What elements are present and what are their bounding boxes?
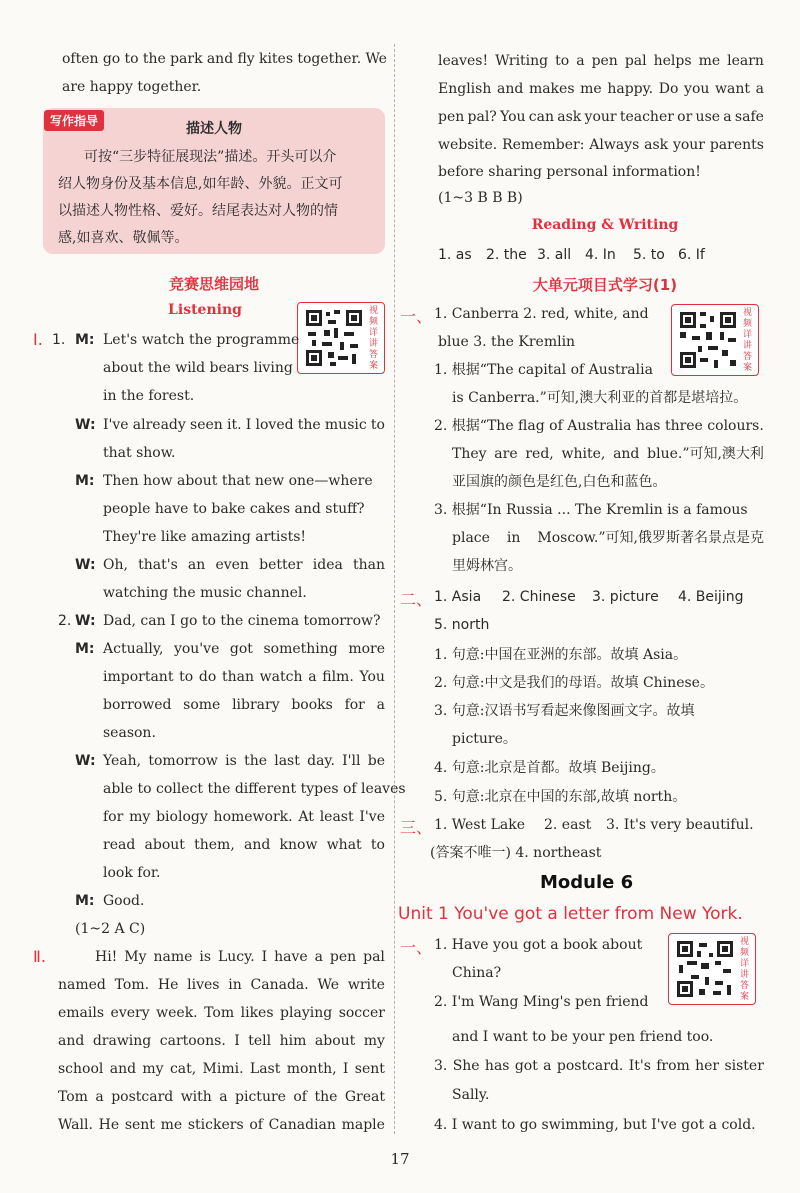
column-divider (394, 44, 395, 1134)
qr-code[interactable] (297, 302, 385, 374)
answer-line: 2. I'm Wang Ming's pen friend (434, 994, 649, 1010)
explanation-line: 1. 句意:中国在亚洲的东部。故填 Asia。 (434, 647, 688, 663)
explanation-line: picture。 (452, 731, 517, 747)
answer: 5. north (434, 617, 490, 633)
qr-pattern-icon (675, 939, 735, 999)
dialog-line: Let's watch the programme (103, 332, 300, 348)
qr-label: 视频详讲答案 (369, 306, 379, 371)
explanation-line: 亚国旗的颜色是红色,白色和蓝色。 (452, 474, 667, 490)
dialog-line: for my biology homework. At least I've (103, 809, 385, 825)
dialog-line: in the forest. (103, 388, 195, 404)
answer: 1. West Lake (434, 817, 526, 833)
answer: 4. Beijing (678, 589, 744, 605)
dialog-line: watching the music channel. (103, 585, 307, 601)
answer-line: (答案不唯一) 4. northeast (430, 845, 602, 861)
qr-label: 视频详讲答案 (740, 937, 750, 1002)
guide-line: 感,如喜欢、敬佩等。 (58, 230, 189, 246)
answer: 6. If (678, 247, 705, 263)
answer: 5. to (633, 247, 665, 263)
dialog-line: able to collect the different types of leaves (103, 781, 406, 797)
answer-line: 1. Have you got a book about (434, 937, 643, 953)
dialog-line: Dad, can I go to the cinema tomorrow? (103, 613, 381, 629)
dialog-line: Then how about that new one—where (103, 473, 373, 489)
dialog-line: Actually, you've got something more (103, 641, 385, 657)
explanation-line: They are red, white, and blue.”可知,澳大利 (452, 446, 764, 462)
page-number: 17 (390, 1150, 410, 1168)
passage-line: Hi! My name is Lucy. I have a pen pal (95, 949, 385, 965)
qr-pattern-icon (678, 310, 738, 370)
unit-section-mark: 一、 (400, 938, 433, 957)
part-two-mark: Ⅱ. (33, 947, 46, 966)
explanation-line: 2. 句意:中文是我们的母语。故填 Chinese。 (434, 675, 714, 691)
passage-line: emails every week. Tom likes playing soccer (58, 1005, 385, 1021)
explanation-line: 2. 根据“The flag of Australia has three colours. (434, 418, 764, 434)
answer-line: 1. Canberra 2. red, white, and (434, 306, 649, 322)
answer-line: 4. I want to go swimming, but I've got a cold. (434, 1117, 756, 1133)
dialog-line: borrowed some library books for a (103, 697, 385, 713)
speaker-label: W: (75, 417, 96, 433)
qr-pattern-icon (304, 308, 364, 368)
explanation-line: 1. 根据“The capital of Australia (434, 362, 653, 378)
module-title: Module 6 (540, 872, 634, 893)
passage-line: named Tom. He lives in Canada. We write (58, 977, 385, 993)
speaker-label: M: (75, 641, 95, 657)
listening-label: Listening (168, 302, 242, 318)
speaker-label: M: (75, 332, 95, 348)
answer: 3. picture (592, 589, 659, 605)
speaker-label: M: (75, 893, 95, 909)
section-one-mark: 一、 (400, 307, 433, 326)
answer: 4. In (585, 247, 616, 263)
explanation-line: is Canberra.”可知,澳大利亚的首都是堪培拉。 (452, 390, 748, 406)
answer: 2. the (486, 247, 527, 263)
answer-key: (1~3 B B B) (438, 190, 523, 206)
answer: 2. east (544, 817, 592, 833)
speaker-label: W: (75, 557, 96, 573)
dialog-line: season. (103, 725, 156, 741)
dialog-line: They're like amazing artists! (103, 529, 307, 545)
dialog-line: people have to bake cakes and stuff? (103, 501, 365, 517)
dialog-line: Good. (103, 893, 145, 909)
passage-line: before sharing personal information! (438, 164, 701, 180)
writing-guide-tag: 写作指导 (44, 110, 104, 131)
dialog-line: important to do than watch a film. You (103, 669, 385, 685)
answer: 1. Asia (434, 589, 482, 605)
answer-line: 3. She has got a postcard. It's from her sister (434, 1058, 764, 1074)
guide-line: 绍人物身份及基本信息,如年龄、外貌。正文可 (58, 176, 343, 192)
section-two-mark: 二、 (400, 590, 433, 609)
dialog-line: about the wild bears living (103, 360, 293, 376)
explanation-line: place in Moscow.”可知,俄罗斯著名景点是克 (452, 530, 764, 546)
item-number: 1. (52, 332, 66, 348)
dialog-line: I've already seen it. I loved the music to (103, 417, 385, 433)
answer-line: China? (452, 965, 502, 981)
passage-line: leaves! Writing to a pen pal helps me learn (438, 53, 764, 69)
passage-line: school and my cat, Mimi. Last month, I sent (58, 1061, 385, 1077)
project-title: 大单元项目式学习(1) (532, 276, 678, 294)
qr-code[interactable] (671, 304, 759, 376)
explanation-line: 里姆林宫。 (452, 558, 522, 574)
answer-line: Sally. (452, 1087, 490, 1103)
answer: 2. Chinese (502, 589, 576, 605)
text-line: are happy together. (62, 79, 202, 95)
dialog-line: look for. (103, 865, 161, 881)
text-line: often go to the park and fly kites together. We (62, 51, 387, 67)
answer: 3. all (537, 247, 572, 263)
explanation-line: 3. 句意:汉语书写看起来像图画文字。故填 (434, 703, 695, 719)
passage-line: Wall. He sent me stickers of Canadian maple (58, 1117, 385, 1133)
speaker-label: W: (75, 753, 96, 769)
dialog-line: read about them, and know what to (103, 837, 385, 853)
passage-line: English and makes me happy. Do you want a (438, 81, 764, 97)
answer-line: and I want to be your pen friend too. (452, 1029, 714, 1045)
answer: 3. It's very beautiful. (606, 817, 754, 833)
section-three-mark: 三、 (400, 818, 433, 837)
qr-code[interactable] (668, 933, 756, 1005)
guide-line: 可按“三步特征展现法”描述。开头可以介 (84, 149, 337, 165)
section-title: 竞赛思维园地 (168, 275, 259, 293)
unit-title: Unit 1 You've got a letter from New York. (398, 904, 743, 924)
speaker-label: W: (75, 613, 96, 629)
item-number: 2. (58, 613, 72, 629)
passage-line: and drawing cartoons. I tell him about my (58, 1033, 385, 1049)
explanation-line: 5. 句意:北京在中国的东部,故填 north。 (434, 789, 687, 805)
qr-label: 视频详讲答案 (743, 308, 753, 373)
passage-line: Tom a postcard with a picture of the Great (58, 1089, 385, 1105)
part-one-mark: Ⅰ. (33, 330, 43, 349)
speaker-label: M: (75, 473, 95, 489)
passage-line: website. Remember: Always ask your parents (438, 137, 764, 153)
writing-guide-title: 描述人物 (186, 121, 242, 137)
explanation-line: 4. 句意:北京是首都。故填 Beijing。 (434, 760, 665, 776)
answer-key: (1~2 A C) (75, 921, 146, 937)
dialog-line: Oh, that's an even better idea than (103, 557, 385, 573)
answer: 1. as (438, 247, 472, 263)
explanation-line: 3. 根据“In Russia ... The Kremlin is a famous (434, 502, 748, 518)
reading-writing-label: Reading & Writing (531, 217, 679, 233)
dialog-line: that show. (103, 445, 176, 461)
guide-line: 以描述人物性格、爱好。结尾表达对人物的情 (58, 203, 338, 219)
answer-line: blue 3. the Kremlin (438, 334, 576, 350)
dialog-line: Yeah, tomorrow is the last day. I'll be (103, 753, 385, 769)
passage-line: pen pal? You can ask your teacher or use a safe (438, 109, 764, 125)
